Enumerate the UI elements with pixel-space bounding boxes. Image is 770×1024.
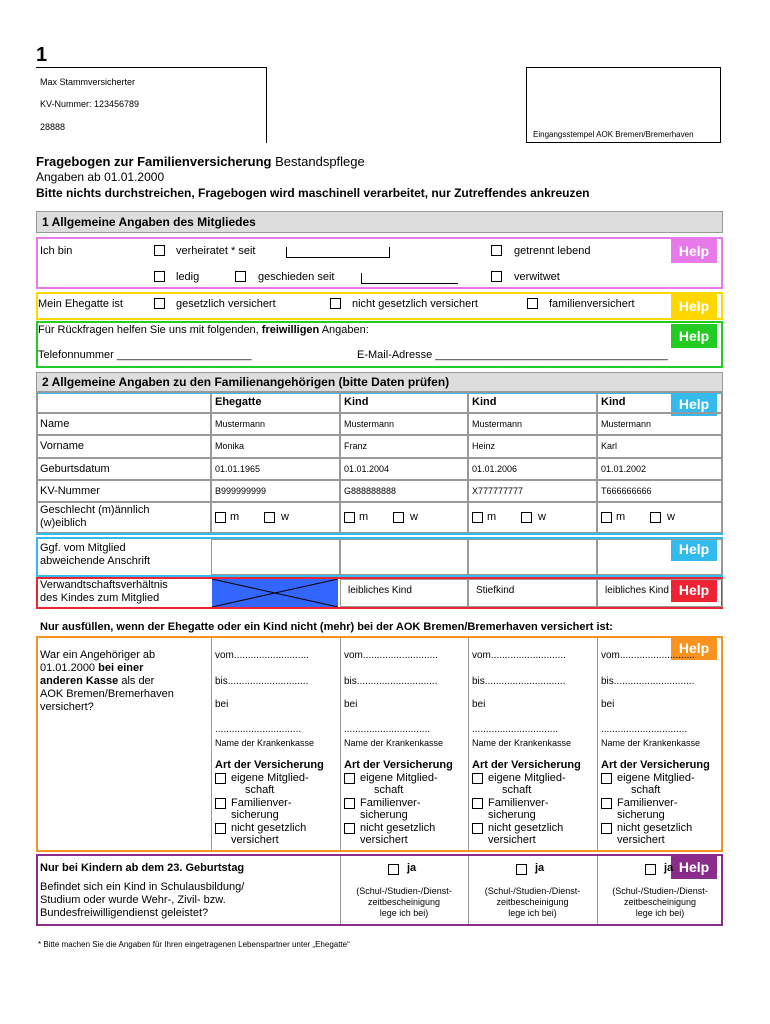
familienversichert-checkbox[interactable] <box>527 298 538 309</box>
getrennt-label: getrennt lebend <box>514 245 591 257</box>
date-line: Angaben ab 01.01.2000 <box>36 170 165 184</box>
male-label: m <box>616 511 626 523</box>
insurance-type-label: nicht gesetzlich versichert <box>488 822 564 846</box>
ja-checkbox[interactable] <box>388 864 399 875</box>
insurance-type-label: eigene Mitglied- schaft <box>488 772 566 796</box>
table-value[interactable]: Heinz <box>472 441 496 451</box>
table-value[interactable]: T666666666 <box>601 486 652 496</box>
ja-label: ja <box>664 862 674 874</box>
column-header: Ehegatte <box>215 396 262 408</box>
female-checkbox[interactable] <box>393 512 404 523</box>
other-insurer-question: War ein Angehöriger ab 01.01.2000 bei einer anderen Kasse als der AOK Bremen/Bremerhaven versichert? <box>40 649 174 713</box>
bis-field[interactable]: bis............................. <box>215 676 309 687</box>
familienversichert-label: familienversichert <box>549 298 635 310</box>
table-value[interactable]: Mustermann <box>601 419 652 429</box>
female-label: w <box>667 511 675 523</box>
table-value[interactable]: 01.01.2004 <box>344 464 390 474</box>
bei-label: bei <box>472 699 486 710</box>
insurance-type-checkbox[interactable] <box>344 773 355 784</box>
help-button-other-insurer[interactable]: Help <box>671 636 717 660</box>
bei-label: bei <box>344 699 358 710</box>
ledig-label: ledig <box>176 271 200 283</box>
table-value[interactable]: Mustermann <box>472 419 523 429</box>
bis-field[interactable]: bis............................. <box>472 676 566 687</box>
vom-field[interactable]: vom........................... <box>601 650 695 661</box>
bescheinigung-note: (Schul-/Studien-/Dienst- zeitbescheinigung lege ich bei) <box>612 886 708 918</box>
art-label: Art der Versicherung <box>601 759 710 771</box>
bis-field[interactable]: bis............................. <box>344 676 438 687</box>
help-button-spouse[interactable]: Help <box>671 294 717 318</box>
male-checkbox[interactable] <box>215 512 226 523</box>
nicht-gesetzlich-label: nicht gesetzlich versichert <box>352 298 478 310</box>
form-title: Fragebogen zur Familienversicherung Bestandspflege <box>36 154 365 169</box>
nicht-gesetzlich-checkbox[interactable] <box>330 298 341 309</box>
column-header: Kind <box>472 396 497 408</box>
verheiratet-label: verheiratet * seit <box>176 245 256 257</box>
insurance-type-checkbox[interactable] <box>215 823 226 834</box>
verwitwet-label: verwitwet <box>514 271 560 283</box>
krankenkasse-field[interactable]: ............................... <box>344 724 431 735</box>
insurance-type-checkbox[interactable] <box>215 773 226 784</box>
telefon-field[interactable]: Telefonnummer ______________________ <box>38 349 252 361</box>
row-label: Name <box>40 418 70 430</box>
insurance-type-checkbox[interactable] <box>472 773 483 784</box>
kinder-question: Befindet sich ein Kind in Schulausbildung/ Studium oder wurde Wehr-, Zivil- bzw. Bundesfreiwilligendienst geleistet? <box>40 881 245 919</box>
table-value[interactable]: 01.01.2002 <box>601 464 647 474</box>
relationship-disabled-cell <box>212 579 338 607</box>
help-button-relationship[interactable]: Help <box>671 578 717 602</box>
table-value[interactable]: Karl <box>601 441 618 451</box>
insurance-type-checkbox[interactable] <box>601 823 612 834</box>
anschrift-label: Ggf. vom Mitglied abweichende Anschrift <box>40 542 151 567</box>
instruction: Bitte nichts durchstreichen, Fragebogen wird maschinell verarbeitet, nur Zutreffendes ankreuzen <box>36 186 590 200</box>
address-line2: KV-Nummer: 123456789 <box>40 99 140 109</box>
ja-label: ja <box>407 862 417 874</box>
gesetzlich-label: gesetzlich versichert <box>176 298 276 310</box>
art-label: Art der Versicherung <box>344 759 453 771</box>
insurance-type-label: nicht gesetzlich versichert <box>231 822 307 846</box>
table-value[interactable]: G888888888 <box>344 486 397 496</box>
getrennt-checkbox[interactable] <box>491 245 502 256</box>
female-label: w <box>410 511 418 523</box>
footnote: * Bitte machen Sie die Angaben für Ihren eingetragenen Lebenspartner unter „Ehegatte“ <box>38 940 350 949</box>
verheiratet-date-field[interactable] <box>286 247 390 258</box>
relationship-value[interactable]: leibliches Kind <box>605 585 669 596</box>
rueckfragen-text: Für Rückfragen helfen Sie uns mit folgenden, freiwilligen Angaben: <box>38 324 369 336</box>
table-value[interactable]: X777777777 <box>472 486 524 496</box>
ja-checkbox[interactable] <box>645 864 656 875</box>
insurance-type-label: eigene Mitglied- schaft <box>617 772 695 796</box>
gesetzlich-checkbox[interactable] <box>154 298 165 309</box>
art-label: Art der Versicherung <box>472 759 581 771</box>
relationship-value[interactable]: Stiefkind <box>476 585 515 596</box>
female-checkbox[interactable] <box>650 512 661 523</box>
row-label: Vorname <box>40 440 85 452</box>
verheiratet-checkbox[interactable] <box>154 245 165 256</box>
krankenkasse-field[interactable]: ............................... <box>472 724 559 735</box>
art-label: Art der Versicherung <box>215 759 324 771</box>
krankenkasse-label: Name der Krankenkasse <box>601 738 701 748</box>
nur-ausfuellen-note: Nur ausfüllen, wenn der Ehegatte oder ein Kind nicht (mehr) bei der AOK Bremen/Bremerhaven versichert ist: <box>40 621 613 633</box>
section1-title: 1 Allgemeine Angaben des Mitgliedes <box>42 215 256 229</box>
table-value[interactable]: Mustermann <box>215 419 266 429</box>
help-button-marital[interactable]: Help <box>671 239 717 263</box>
male-checkbox[interactable] <box>472 512 483 523</box>
geschlecht-label: Geschlecht (m)ännlich (w)eiblich <box>40 504 150 529</box>
address-line1: Max Stammversicherter <box>40 77 136 87</box>
email-field[interactable]: E-Mail-Adresse ______________________________________ <box>357 349 668 361</box>
geschieden-date-field[interactable] <box>361 273 458 284</box>
address-line3: 28888 <box>40 122 66 132</box>
insurance-type-checkbox[interactable] <box>601 773 612 784</box>
help-button-children[interactable]: Help <box>671 855 717 879</box>
stamp-label: Eingangsstempel AOK Bremen/Bremerhaven <box>533 130 694 139</box>
bescheinigung-note: (Schul-/Studien-/Dienst- zeitbescheinigung lege ich bei) <box>356 886 452 918</box>
column-header: Kind <box>601 396 626 408</box>
insurance-type-label: nicht gesetzlich versichert <box>617 822 693 846</box>
krankenkasse-field[interactable]: ............................... <box>601 724 688 735</box>
insurance-type-checkbox[interactable] <box>472 798 483 809</box>
bis-field[interactable]: bis............................. <box>601 676 695 687</box>
vom-field[interactable]: vom........................... <box>344 650 438 661</box>
help-button-family[interactable]: Help <box>671 392 717 416</box>
insurance-type-label: eigene Mitglied- schaft <box>231 772 309 796</box>
krankenkasse-label: Name der Krankenkasse <box>472 738 572 748</box>
insurance-type-label: Familienver- sicherung <box>488 797 549 821</box>
address-cell[interactable] <box>597 539 723 575</box>
table-value[interactable]: Mustermann <box>344 419 395 429</box>
insurance-type-checkbox[interactable] <box>472 823 483 834</box>
ja-label: ja <box>535 862 545 874</box>
ehegatte-label: Mein Ehegatte ist <box>38 298 123 310</box>
female-label: w <box>538 511 546 523</box>
help-button-address[interactable]: Help <box>671 537 717 561</box>
male-label: m <box>487 511 497 523</box>
insurance-type-label: Familienver- sicherung <box>231 797 292 821</box>
female-checkbox[interactable] <box>264 512 275 523</box>
male-label: m <box>230 511 240 523</box>
insurance-type-checkbox[interactable] <box>344 823 355 834</box>
table-value[interactable]: 01.01.1965 <box>215 464 261 474</box>
table-label-cell <box>36 392 211 413</box>
column-header: Kind <box>344 396 369 408</box>
female-checkbox[interactable] <box>521 512 532 523</box>
table-value[interactable]: B999999999 <box>215 486 267 496</box>
kinder-header: Nur bei Kindern ab dem 23. Geburtstag <box>40 862 245 874</box>
krankenkasse-field[interactable]: ............................... <box>215 724 302 735</box>
male-checkbox[interactable] <box>344 512 355 523</box>
krankenkasse-label: Name der Krankenkasse <box>215 738 315 748</box>
male-checkbox[interactable] <box>601 512 612 523</box>
bei-label: bei <box>601 699 615 710</box>
krankenkasse-label: Name der Krankenkasse <box>344 738 444 748</box>
insurance-type-label: eigene Mitglied- schaft <box>360 772 438 796</box>
geschieden-checkbox[interactable] <box>235 271 246 282</box>
insurance-type-label: Familienver- sicherung <box>360 797 421 821</box>
bescheinigung-note: (Schul-/Studien-/Dienst- zeitbescheinigung lege ich bei) <box>484 886 581 918</box>
vom-field[interactable]: vom........................... <box>472 650 566 661</box>
vom-field[interactable]: vom........................... <box>215 650 309 661</box>
insurance-type-label: nicht gesetzlich versichert <box>360 822 436 846</box>
help-button-contact[interactable]: Help <box>671 324 717 348</box>
table-value[interactable]: Monika <box>215 441 245 451</box>
address-cell[interactable] <box>340 539 468 575</box>
ja-checkbox[interactable] <box>516 864 527 875</box>
row-label: KV-Nummer <box>40 485 100 497</box>
geschieden-label: geschieden seit <box>258 271 335 283</box>
ledig-checkbox[interactable] <box>154 271 165 282</box>
insurance-type-checkbox[interactable] <box>601 798 612 809</box>
cross-out-icon <box>212 579 338 607</box>
male-label: m <box>359 511 369 523</box>
table-value[interactable]: Franz <box>344 441 368 451</box>
bei-label: bei <box>215 699 229 710</box>
female-label: w <box>281 511 289 523</box>
insurance-type-checkbox[interactable] <box>344 798 355 809</box>
address-cell[interactable] <box>468 539 597 575</box>
page-number: 1 <box>36 44 48 66</box>
section2-title: 2 Allgemeine Angaben zu den Familienangehörigen (bitte Daten prüfen) <box>42 375 450 389</box>
row-label: Geburtsdatum <box>40 463 110 475</box>
verwitwet-checkbox[interactable] <box>491 271 502 282</box>
address-cell[interactable] <box>211 539 340 575</box>
verwandtschaft-label: Verwandtschaftsverhältnis des Kindes zum Mitglied <box>40 579 168 604</box>
ich-bin-label: Ich bin <box>40 245 73 257</box>
table-value[interactable]: 01.01.2006 <box>472 464 518 474</box>
relationship-value[interactable]: leibliches Kind <box>348 585 412 596</box>
insurance-type-label: Familienver- sicherung <box>617 797 678 821</box>
insurance-type-checkbox[interactable] <box>215 798 226 809</box>
